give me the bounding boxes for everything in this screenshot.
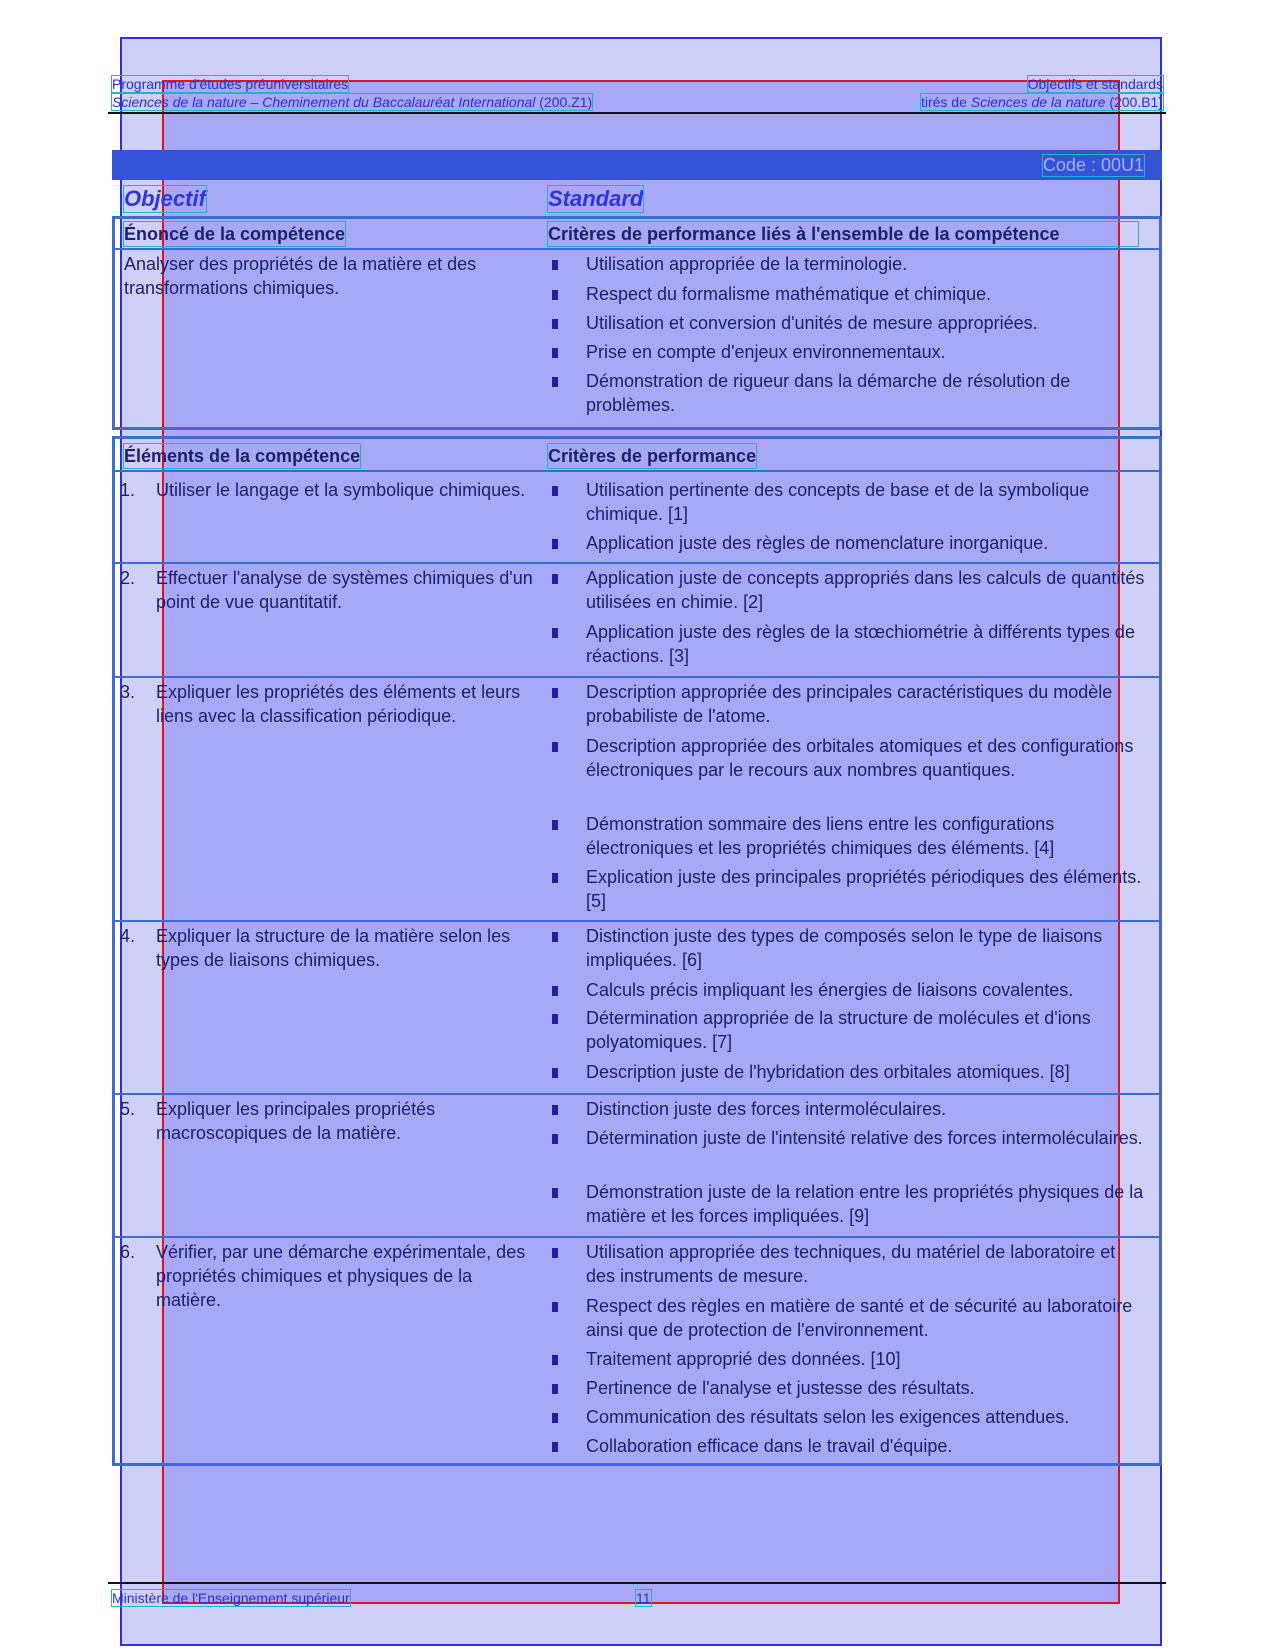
criterion-text: Description juste de l'hybridation des orbitales atomiques. [8] <box>586 1062 1070 1082</box>
criterion-text: Démonstration juste de la relation entre les propriétés physiques de la matière et les forces impliquées. [9] <box>586 1182 1144 1226</box>
criterion-text: Respect du formalisme mathématique et chimique. <box>586 284 992 304</box>
bullet-icon <box>552 348 558 358</box>
bullet-icon <box>552 1134 558 1144</box>
bullet-icon <box>552 742 558 752</box>
bullet-icon <box>552 1068 558 1078</box>
bullet-icon <box>552 290 558 300</box>
element-number: 4. <box>120 926 136 946</box>
criterion-text: Utilisation appropriée de la terminologie. <box>586 254 908 274</box>
header-track-name: Sciences de la nature – Cheminement du Baccalauréat International <box>112 94 536 110</box>
bullet-icon <box>552 986 558 996</box>
criterion-text: Respect des règles en matière de santé et de sécurité au laboratoire ainsi que de protection de l'environnement. <box>586 1296 1133 1340</box>
element-number: 3. <box>120 682 136 702</box>
criterion-text: Application juste des règles de nomenclature inorganique. <box>586 533 1049 553</box>
criterion-text: Description appropriée des orbitales atomiques et des configurations électroniques par le recours aux nombres quantiques. <box>586 736 1134 780</box>
element-text: Effectuer l'analyse de systèmes chimiques d'un point de vue quantitatif. <box>156 568 533 612</box>
bullet-icon <box>552 628 558 638</box>
element-number: 2. <box>120 568 136 588</box>
bullet-icon <box>552 1413 558 1423</box>
criterion-text: Utilisation et conversion d'unités de mesure appropriées. <box>586 313 1038 333</box>
bullet-icon <box>552 873 558 883</box>
criterion-text: Pertinence de l'analyse et justesse des résultats. <box>586 1378 975 1398</box>
bullet-icon <box>552 574 558 584</box>
criterion-text: Utilisation pertinente des concepts de base et de la symbolique chimique. [1] <box>586 480 1090 524</box>
element-text: Expliquer les principales propriétés macroscopiques de la matière. <box>156 1099 436 1143</box>
element-row-separator <box>112 1236 1162 1238</box>
competence-header-rule <box>112 248 1162 250</box>
element-text: Expliquer la structure de la matière selon les types de liaisons chimiques. <box>156 926 511 970</box>
elements-header-rule <box>112 470 1162 472</box>
enonce-title: Énoncé de la compétence <box>124 224 346 244</box>
criteres-performance-title: Critères de performance <box>548 446 757 466</box>
bullet-icon <box>552 1248 558 1258</box>
bullet-icon <box>552 1442 558 1452</box>
criterion-text: Communication des résultats selon les exigences attendues. <box>586 1407 1070 1427</box>
code-bar <box>112 150 1162 180</box>
criterion-text: Explication juste des principales propriétés périodiques des éléments. [5] <box>586 867 1142 911</box>
criterion-text: Distinction juste des types de composés selon le type de liaisons impliquées. [6] <box>586 926 1103 970</box>
header-source-code: (200.B1) <box>1109 94 1163 110</box>
footer-ministry: Ministère de l'Enseignement supérieur <box>112 1590 350 1606</box>
element-row-separator <box>112 562 1162 564</box>
bullet-icon <box>552 1302 558 1312</box>
criterion-text: Démonstration de rigueur dans la démarche de résolution de problèmes. <box>586 371 1071 415</box>
header-source <box>921 94 1163 110</box>
criterion-text: Application juste de concepts appropriés dans les calculs de quantités utilisées en chimie. [2] <box>586 568 1145 612</box>
element-row-separator <box>112 1093 1162 1095</box>
bullet-icon <box>552 539 558 549</box>
bullet-icon <box>552 1188 558 1198</box>
criterion-text: Détermination juste de l'intensité relative des forces intermoléculaires. <box>586 1128 1143 1148</box>
bullet-icon <box>552 1355 558 1365</box>
footer-rule <box>108 1582 1166 1584</box>
element-number: 6. <box>120 1242 136 1262</box>
element-number: 5. <box>120 1099 136 1119</box>
header-program-track <box>112 94 592 110</box>
bullet-icon <box>552 319 558 329</box>
criterion-text: Utilisation appropriée des techniques, du matériel de laboratoire et des instruments de mesure. <box>586 1242 1116 1286</box>
criterion-text: Calculs précis impliquant les énergies de liaisons covalentes. <box>586 980 1074 1000</box>
criterion-text: Collaboration efficace dans le travail d'équipe. <box>586 1436 953 1456</box>
header-program: Programme d'études préuniversitaires <box>112 76 349 92</box>
header-rule <box>108 112 1166 114</box>
bullet-icon <box>552 377 558 387</box>
bullet-icon <box>552 1384 558 1394</box>
element-number: 1. <box>120 480 136 500</box>
header-source-prefix: tirés de <box>920 94 967 110</box>
column-objectif: Objectif <box>124 186 206 211</box>
criterion-text: Prise en compte d'enjeux environnementaux. <box>586 342 946 362</box>
competence-code: Code : 00U1 <box>1042 155 1144 175</box>
bullet-icon <box>552 820 558 830</box>
criterion-text: Description appropriée des principales caractéristiques du modèle probabiliste de l'atome. <box>586 682 1113 726</box>
header-source-name: Sciences de la nature <box>970 94 1106 110</box>
bullet-icon <box>552 260 558 270</box>
element-text: Utiliser le langage et la symbolique chimiques. <box>156 480 526 500</box>
bullet-icon <box>552 1105 558 1115</box>
element-text: Expliquer les propriétés des éléments et leurs liens avec la classification périodique. <box>156 682 521 726</box>
element-text: Vérifier, par une démarche expérimentale, des propriétés chimiques et physiques de la matière. <box>156 1242 526 1310</box>
bullet-icon <box>552 688 558 698</box>
element-row-separator <box>112 676 1162 678</box>
criteres-ensemble-title: Critères de performance liés à l'ensemble de la compétence <box>548 222 1138 246</box>
bullet-icon <box>552 1014 558 1024</box>
page-number: 11 <box>636 1590 651 1606</box>
element-row-separator <box>112 920 1162 922</box>
criterion-text: Traitement approprié des données. [10] <box>586 1349 901 1369</box>
criterion-text: Démonstration sommaire des liens entre les configurations électroniques et les propriétés chimiques des éléments. [4] <box>586 814 1055 858</box>
header-objectives: Objectifs et standards <box>1027 76 1163 92</box>
criterion-text: Application juste des règles de la stœchiométrie à différents types de réactions. [3] <box>586 622 1135 666</box>
bullet-icon <box>552 486 558 496</box>
elements-title: Éléments de la compétence <box>124 446 361 466</box>
column-standard: Standard <box>548 186 644 211</box>
criterion-text: Détermination appropriée de la structure de molécules et d'ions polyatomiques. [7] <box>586 1008 1091 1052</box>
header-track-code: (200.Z1) <box>539 94 593 110</box>
bullet-icon <box>552 932 558 942</box>
criterion-text: Distinction juste des forces intermoléculaires. <box>586 1099 947 1119</box>
enonce-text: Analyser des propriétés de la matière et des transformations chimiques. <box>124 254 477 298</box>
